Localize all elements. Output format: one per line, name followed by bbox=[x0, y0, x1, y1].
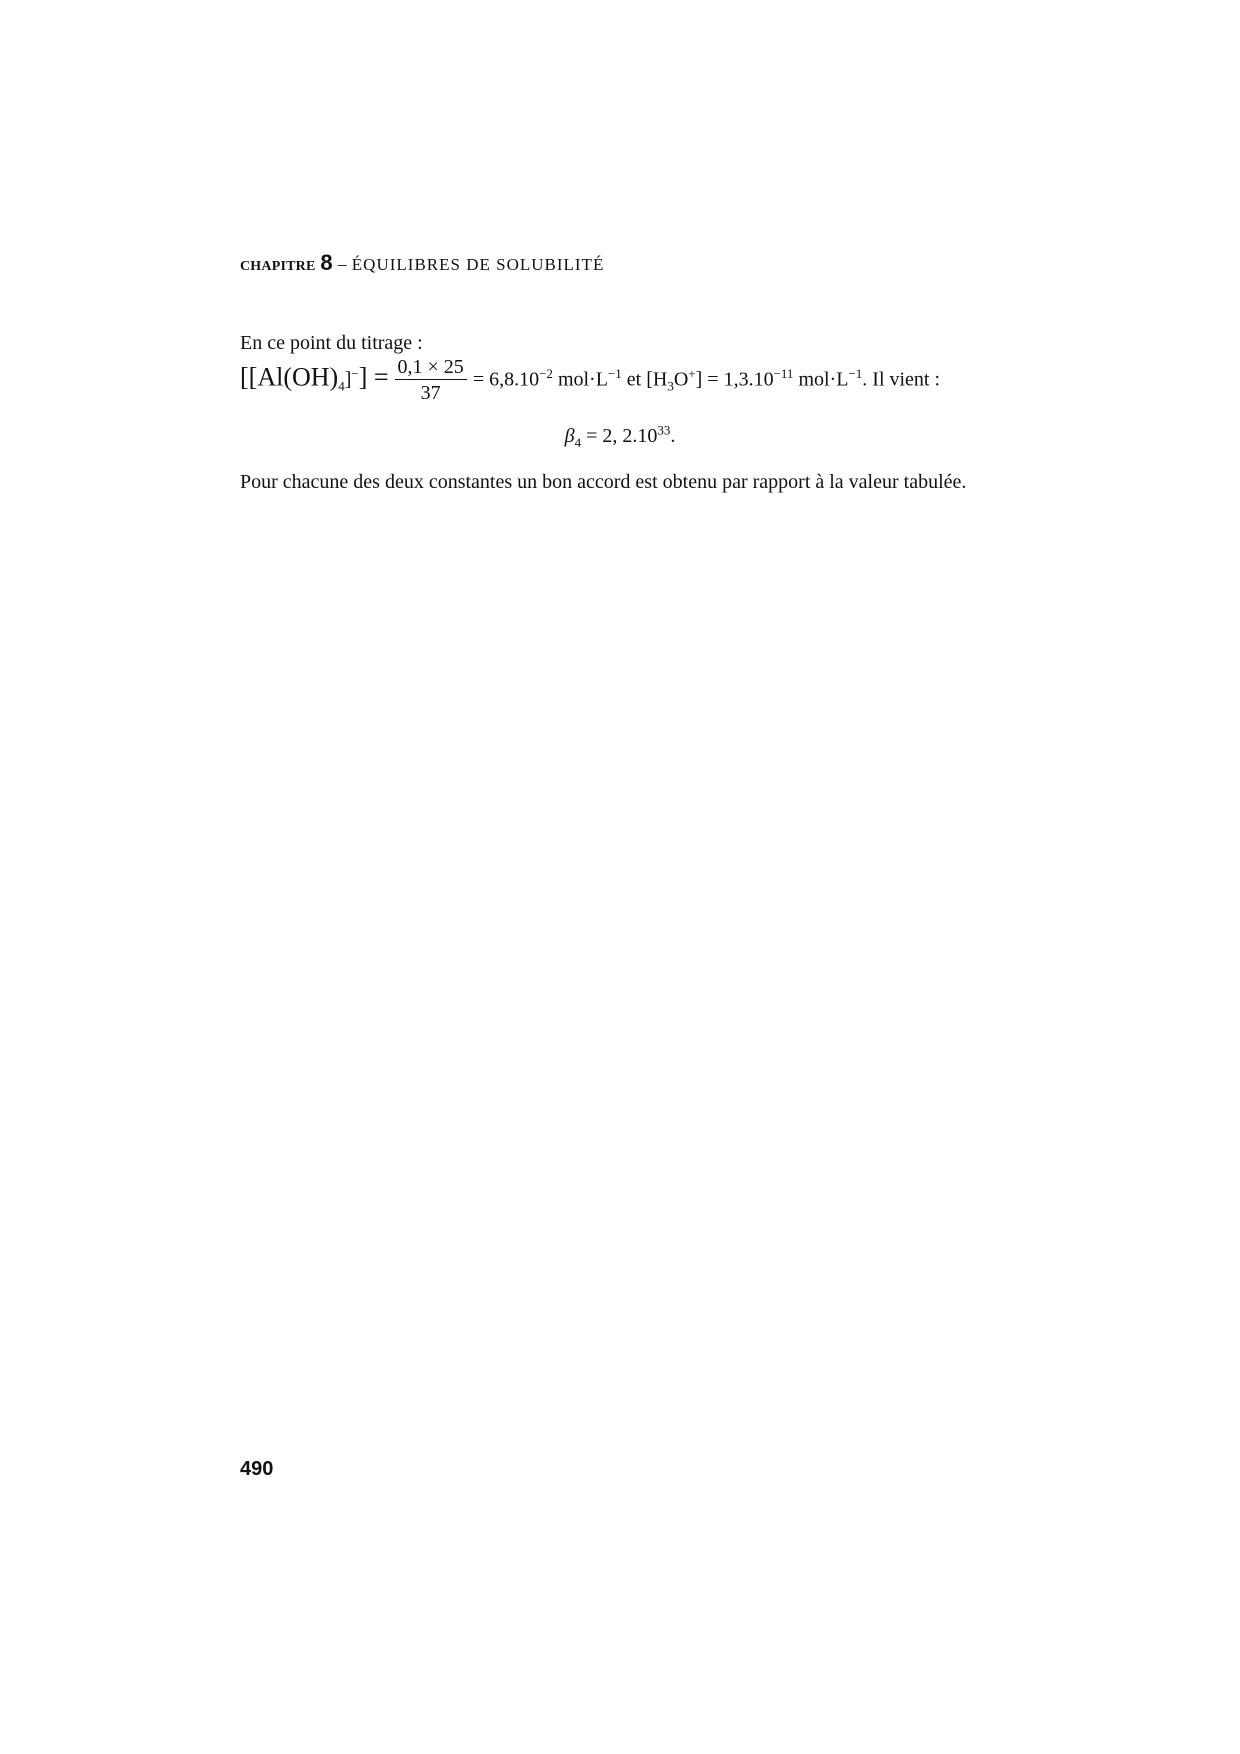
running-head bbox=[240, 250, 604, 276]
page-number: 490 bbox=[240, 1458, 274, 1480]
beta-equation: $\beta_4 = 2$, 2.10$^{33}$. bbox=[564, 422, 676, 450]
beta-value: = 2, 2.10 bbox=[586, 424, 658, 447]
chapter-label: CHAPITRE bbox=[240, 259, 316, 274]
chapter-number: 8 bbox=[320, 250, 333, 275]
fraction-numerator: 0,1 × 25 bbox=[395, 356, 467, 380]
eq-lhs: $[[Al(OH)_4]^-]$ = bbox=[240, 362, 389, 394]
header-dash: – bbox=[337, 254, 347, 274]
concentration-equation bbox=[240, 356, 940, 404]
beta-exponent: 33 bbox=[657, 422, 671, 437]
conclusion-paragraph: Pour chacune des deux constantes un bon accord est obtenu par rapport à la valeur tabulée. bbox=[240, 471, 967, 493]
eq-mid: = $6,8.10^{-2}$ $mol\cdot L^{-1}$ et $[H_3O^+] = 1,3.10^{-11}$ $mol\cdot L^{-1}$. Il vient : bbox=[472, 365, 941, 394]
fraction-denominator: 37 bbox=[420, 381, 441, 404]
beta-symbol: β bbox=[564, 424, 575, 447]
fraction bbox=[395, 356, 467, 405]
beta-subscript: 4 bbox=[574, 434, 582, 450]
intro-paragraph: En ce point du titrage : bbox=[240, 332, 423, 354]
chapter-title: ÉQUILIBRES DE SOLUBILITÉ bbox=[351, 255, 605, 274]
